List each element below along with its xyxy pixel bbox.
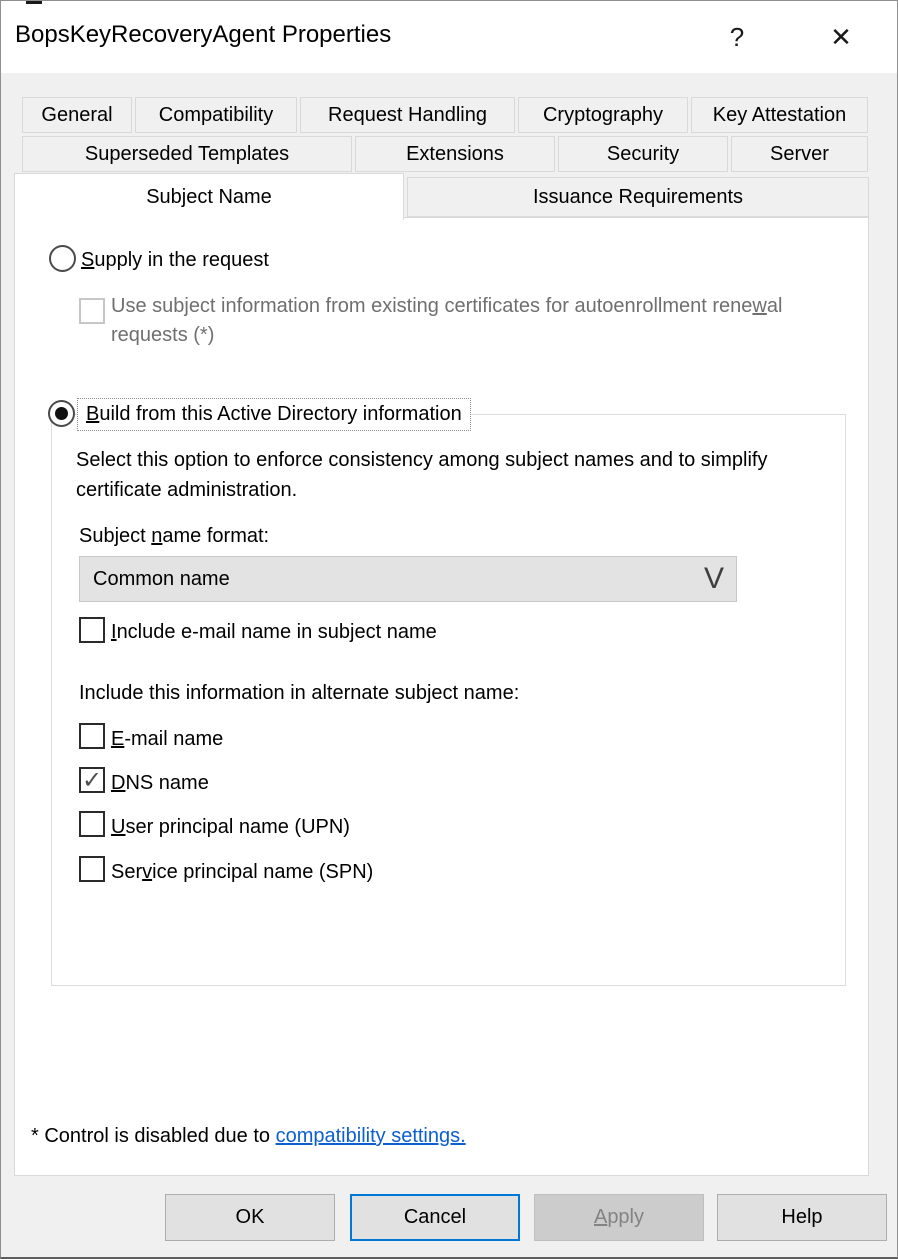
tab-compatibility[interactable]: Compatibility (135, 97, 297, 133)
build-description: Select this option to enforce consistency among subject names and to simplify certificate administration. (76, 449, 768, 501)
spn-checkbox[interactable] (79, 856, 105, 882)
subject-name-format-dropdown[interactable] (79, 556, 737, 602)
tab-security[interactable]: Security (558, 136, 728, 172)
spn-label[interactable]: Service principal name (SPN) (111, 861, 374, 883)
ok-button[interactable]: OK (165, 1194, 335, 1241)
radio-dot (55, 407, 68, 420)
tab-extensions[interactable]: Extensions (355, 136, 555, 172)
dns-name-checkbox[interactable] (79, 767, 105, 793)
title-bar (1, 1, 897, 73)
tab-issuance-requirements[interactable]: Issuance Requirements (407, 177, 869, 217)
dropdown-selected-value: Common name (93, 568, 230, 590)
build-from-ad-radio[interactable] (48, 400, 75, 427)
subject-name-format-label: Subject name format: (79, 525, 270, 547)
build-from-ad-label[interactable]: Build from this Active Directory information (77, 398, 471, 431)
autoenrollment-label: Use subject information from existing certificates for autoenrollment renewal requests (*) (111, 295, 783, 346)
email-name-label[interactable]: E-mail name (111, 728, 224, 750)
cancel-button[interactable]: Cancel (350, 1194, 520, 1241)
tab-request-handling[interactable]: Request Handling (300, 97, 515, 133)
apply-button: Apply (534, 1194, 704, 1241)
tab-subject-name-active[interactable]: Subject Name (14, 173, 404, 220)
tab-general[interactable]: General (22, 97, 132, 133)
compatibility-settings-link[interactable]: compatibility settings. (275, 1125, 466, 1147)
tab-key-attestation[interactable]: Key Attestation (691, 97, 868, 133)
checkmark-icon: ✓ (81, 767, 103, 794)
chevron-down-icon[interactable]: V (703, 562, 724, 595)
footnote (31, 1125, 466, 1148)
supply-in-request-label[interactable]: Supply in the request (81, 249, 269, 271)
help-caption-icon[interactable]: ? (729, 22, 745, 52)
autoenrollment-checkbox (79, 298, 105, 324)
dialog-title: BopsKeyRecoveryAgent Properties (15, 21, 392, 48)
button-bar (1, 1176, 897, 1258)
supply-in-request-radio[interactable] (49, 245, 76, 272)
tab-row-2 (22, 136, 868, 172)
dns-name-label[interactable]: DNS name (111, 772, 209, 794)
include-email-checkbox[interactable] (79, 617, 105, 643)
email-name-checkbox[interactable] (79, 723, 105, 749)
screen-edge-artifact (26, 1, 42, 4)
tab-superseded-templates[interactable]: Superseded Templates (22, 136, 352, 172)
tab-row-1 (22, 97, 868, 133)
tab-server[interactable]: Server (731, 136, 868, 172)
alternate-subject-heading: Include this information in alternate subject name: (79, 682, 520, 704)
footnote-text: * Control is disabled due to (31, 1125, 276, 1147)
upn-checkbox[interactable] (79, 811, 105, 837)
close-icon[interactable]: ✕ (830, 22, 852, 52)
upn-label[interactable]: User principal name (UPN) (111, 816, 350, 838)
include-email-label[interactable]: Include e-mail name in subject name (111, 621, 437, 643)
help-button[interactable]: Help (717, 1194, 887, 1241)
tab-cryptography[interactable]: Cryptography (518, 97, 688, 133)
